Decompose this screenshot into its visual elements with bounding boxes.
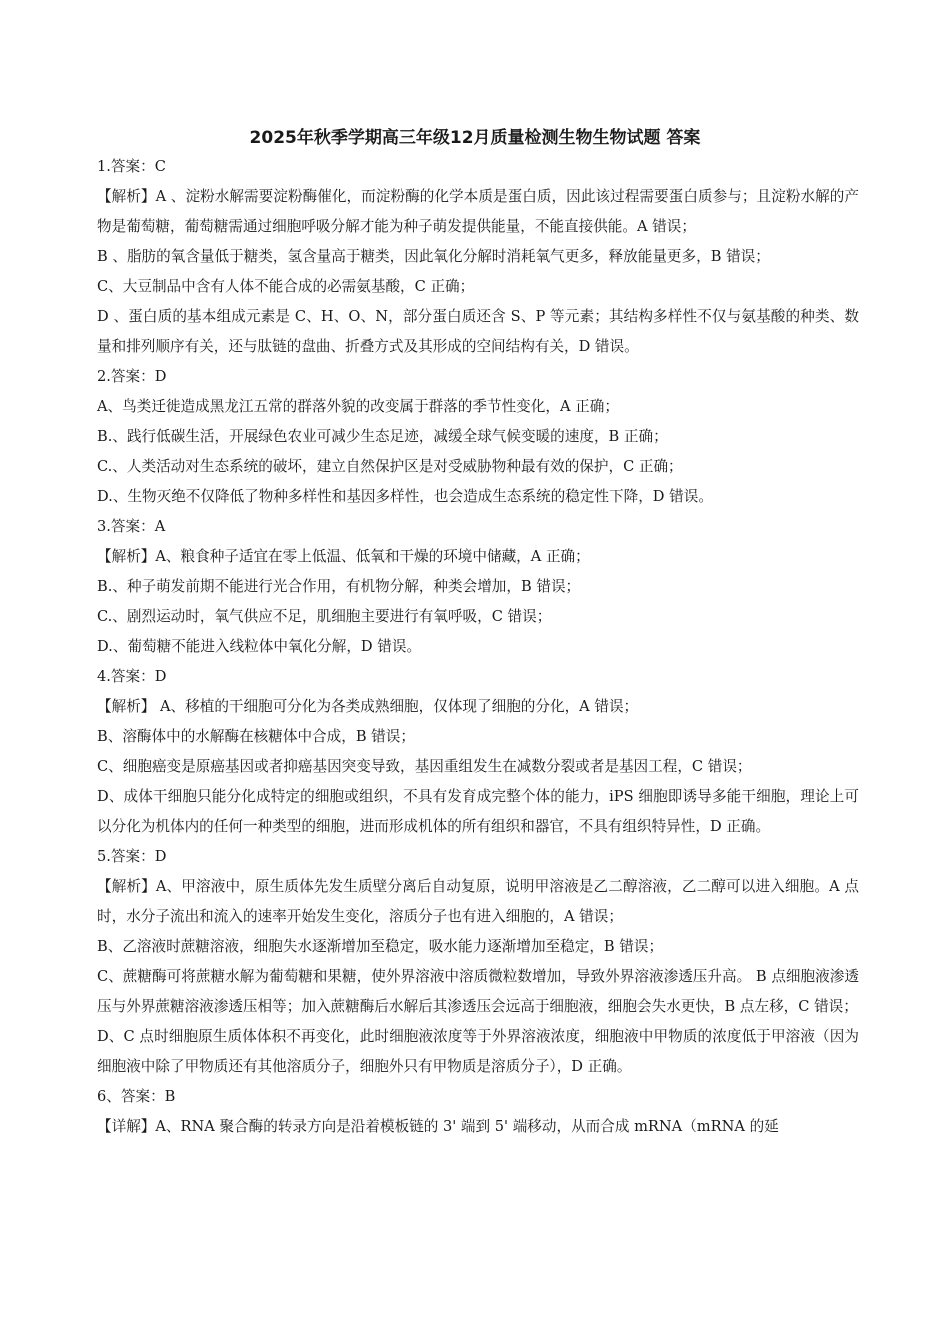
paragraph: D、成体干细胞只能分化成特定的细胞或组织，不具有发育成完整个体的能力，iPS 细胞即诱导多能干细胞，理论上可以分化为机体内的任何一种类型的细胞，进而形成机体的所有组织和器官，不具有组织特异性，D 正确。: [97, 788, 859, 835]
paragraph: C、蔗糖酶可将蔗糖水解为葡萄糖和果糖，使外界溶液中溶质微粒数增加，导致外界溶液渗透压升高。 B 点细胞液渗透压与外界蔗糖溶液渗透压相等；加入蔗糖酶后水解后其渗透压会远高于细胞液，细胞会失水更快，B 点左移，C 错误；: [97, 968, 859, 1015]
paragraph: D.、生物灭绝不仅降低了物种多样性和基因多样性，也会造成生态系统的稳定性下降，D 错误。: [97, 488, 713, 505]
paragraph: D 、蛋白质的基本组成元素是 C、H、O、N，部分蛋白质还含 S、P 等元素；其结构多样性不仅与氨基酸的种类、数量和排列顺序有关，还与肽链的盘曲、折叠方式及其形成的空间结构有关，D 错误。: [97, 308, 859, 355]
paragraph: B 、脂肪的氧含量低于糖类，氢含量高于糖类，因此氧化分解时消耗氧气更多，释放能量更多，B 错误；: [97, 248, 770, 265]
paragraph: 【详解】A、RNA 聚合酶的转录方向是沿着模板链的 3' 端到 5' 端移动，从而合成 mRNA（mRNA 的延: [97, 1118, 779, 1135]
page-title: 2025年秋季学期高三年级12月质量检测生物生物试题 答案: [249, 128, 701, 148]
paragraph: 【解析】A、甲溶液中，原生质体先发生质壁分离后自动复原，说明甲溶液是乙二醇溶液，乙二醇可以进入细胞。A 点时，水分子流出和流入的速率开始发生变化，溶质分子也有进入细胞的，A 错误；: [97, 878, 859, 925]
paragraph: C、细胞癌变是原癌基因或者抑癌基因突变导致，基因重组发生在减数分裂或者是基因工程，C 错误；: [97, 758, 752, 775]
paragraph: C、大豆制品中含有人体不能合成的必需氨基酸，C 正确；: [97, 278, 475, 295]
paragraph: B、乙溶液时蔗糖溶液，细胞失水逐渐增加至稳定，吸水能力逐渐增加至稳定，B 错误；: [97, 938, 664, 955]
paragraph: 6、答案：B: [97, 1088, 176, 1105]
paragraph: C.、人类活动对生态系统的破坏，建立自然保护区是对受威胁物种最有效的保护，C 正确；: [97, 458, 683, 475]
paragraph: B.、种子萌发前期不能进行光合作用，有机物分解，种类会增加，B 错误；: [97, 578, 581, 595]
paragraph: C.、剧烈运动时，氧气供应不足，肌细胞主要进行有氧呼吸，C 错误；: [97, 608, 552, 625]
paragraph: D、C 点时细胞原生质体体积不再变化，此时细胞液浓度等于外界溶液浓度，细胞液中甲物质的浓度低于甲溶液（因为细胞液中除了甲物质还有其他溶质分子，细胞外只有甲物质是溶质分子），D 正确。: [97, 1028, 859, 1075]
paragraph: 5.答案：D: [97, 848, 167, 865]
paragraph: 【解析】A、粮食种子适宜在零上低温、低氧和干燥的环境中储藏，A 正确；: [97, 548, 590, 565]
paragraph: 1.答案：C: [97, 158, 166, 175]
paragraph: 3.答案：A: [97, 518, 166, 535]
paragraph: B、溶酶体中的水解酶在核糖体中合成，B 错误；: [97, 728, 415, 745]
paragraph: 【解析】A 、淀粉水解需要淀粉酶催化，而淀粉酶的化学本质是蛋白质，因此该过程需要蛋白质参与；且淀粉水解的产物是葡萄糖，葡萄糖需通过细胞呼吸分解才能为种子萌发提供能量，不能直接供能。A 错误；: [97, 188, 859, 235]
answer-content: [97, 152, 859, 1142]
paragraph: B.、践行低碳生活，开展绿色农业可减少生态足迹，减缓全球气候变暖的速度，B 正确；: [97, 428, 668, 445]
paragraph: 4.答案：D: [97, 668, 167, 685]
paragraph: 【解析】 A、移植的干细胞可分化为各类成熟细胞，仅体现了细胞的分化，A 错误；: [97, 698, 639, 715]
paragraph: A、鸟类迁徙造成黑龙江五常的群落外貌的改变属于群落的季节性变化，A 正确；: [97, 398, 619, 415]
paragraph: 2.答案：D: [97, 368, 167, 385]
paragraph: D.、葡萄糖不能进入线粒体中氧化分解，D 错误。: [97, 638, 422, 655]
